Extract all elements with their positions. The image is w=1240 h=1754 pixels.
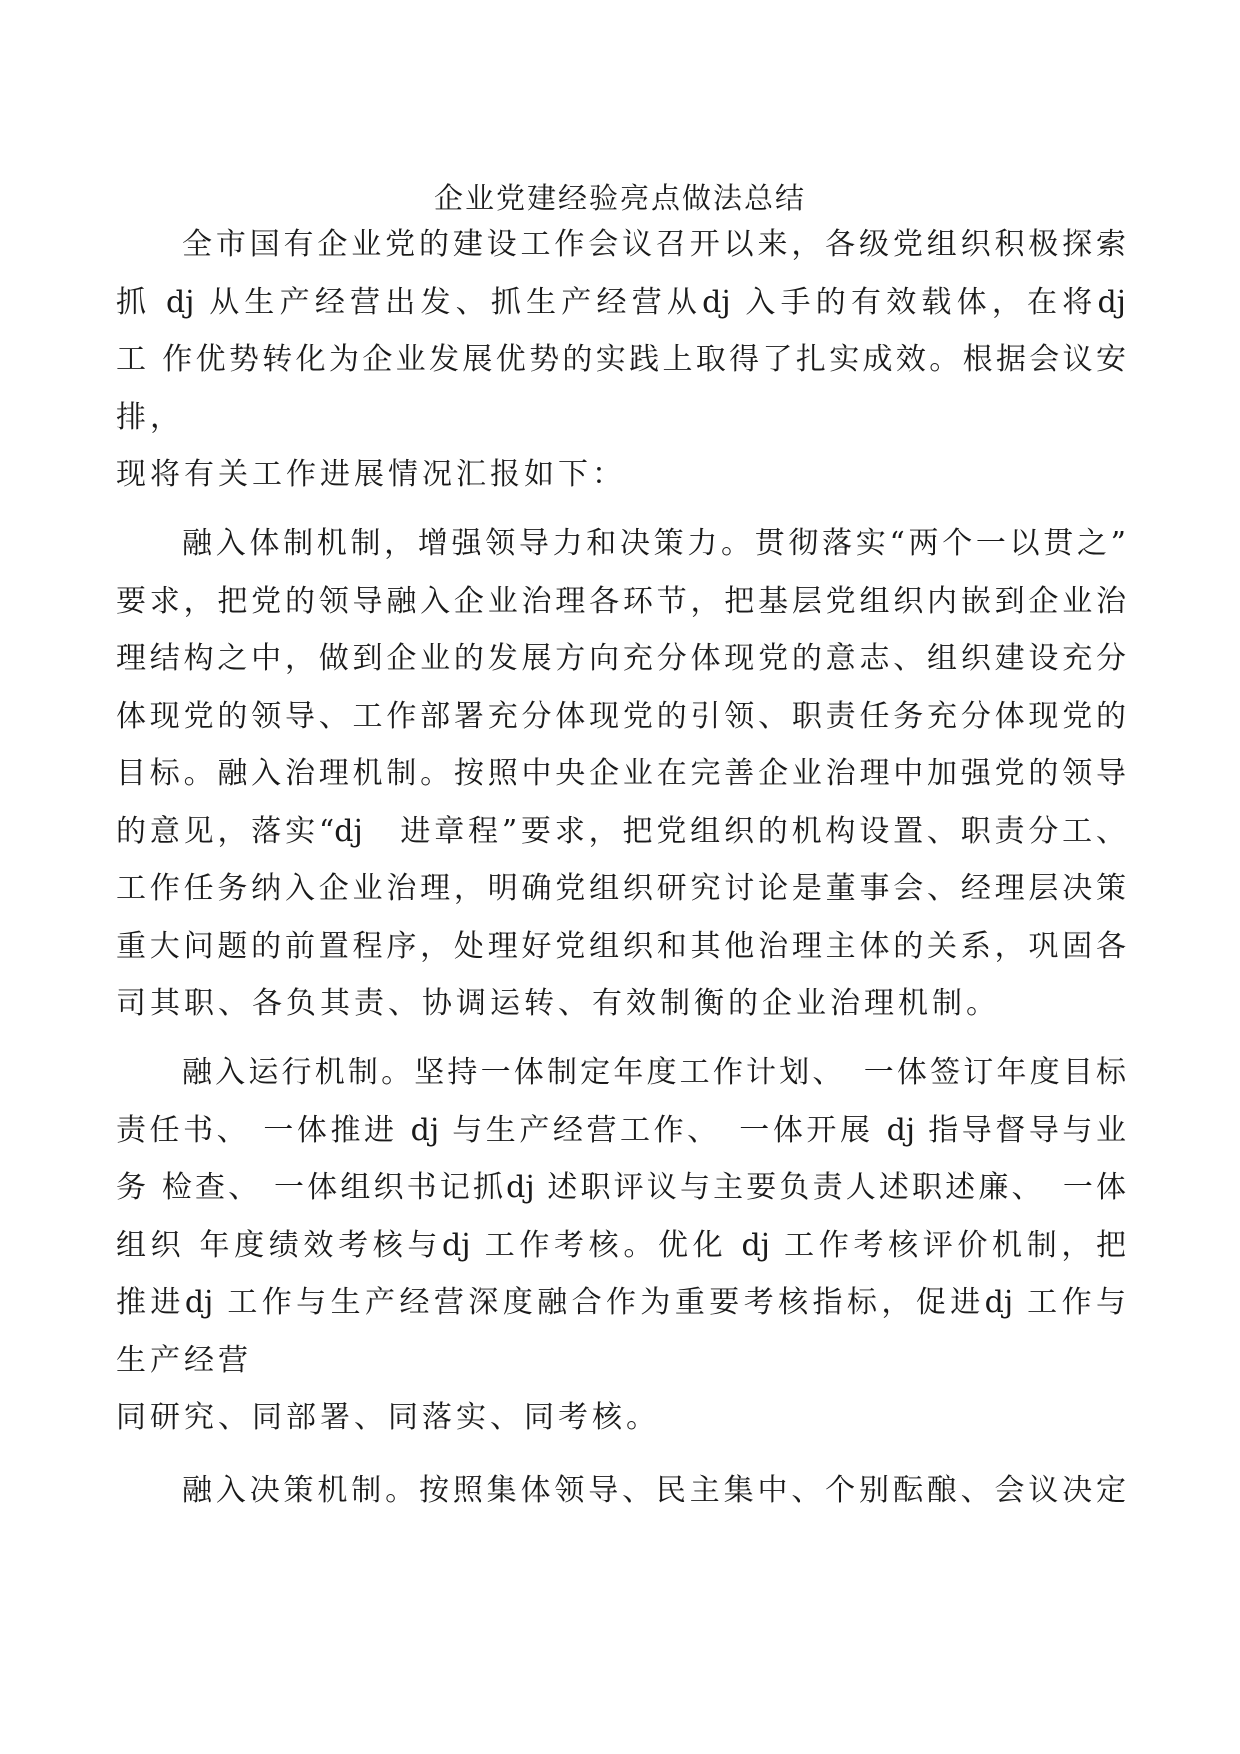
text-line: 融入体制机制，增强领导力和决策力。贯彻落实“两个一以贯之”: [182, 526, 1126, 561]
text-line: 同研究、同部署、同落实、同考核。: [116, 1400, 660, 1435]
text-line: 排，: [116, 399, 184, 435]
paragraph-intro: [116, 216, 1126, 504]
text-line: 体现党的领导、工作部署充分体现党的引领、职责任务充分体现党的: [116, 698, 1126, 734]
text-line: 融入运行机制。坚持一体制定年度工作计划、 一体签订年度目标: [182, 1055, 1126, 1090]
text-line: 融入决策机制。按照集体领导、民主集中、个别酝酿、会议决定: [182, 1473, 1126, 1508]
text-line: 理结构之中，做到企业的发展方向充分体现党的意志、组织建设充分: [116, 641, 1126, 676]
text-line: 重大问题的前置程序，处理好党组织和其他治理主体的关系，巩固各: [116, 928, 1126, 964]
text-line: 推进dj 工作与生产经营深度融合作为重要考核指标，促进dj 工作与: [116, 1285, 1126, 1320]
text-line: 目标。融入治理机制。按照中央企业在完善企业治理中加强党的领导: [116, 756, 1126, 791]
text-line: 现将有关工作进展情况汇报如下：: [116, 457, 626, 492]
text-line: 生产经营: [116, 1342, 252, 1378]
text-line: 责任书、 一体推进 dj 与生产经营工作、 一体开展 dj 指导督导与业: [116, 1112, 1126, 1148]
paragraph-institutional-mechanism: [116, 515, 1126, 1033]
text-line: 工作任务纳入企业治理，明确党组织研究讨论是董事会、经理层决策: [116, 871, 1126, 906]
text-line: 全市国有企业党的建设工作会议召开以来，各级党组织积极探索: [182, 227, 1126, 262]
text-line: 抓 dj 从生产经营出发、抓生产经营从dj 入手的有效载体，在将dj: [116, 284, 1126, 320]
text-line: 的意见，落实“dj 进章程”要求，把党组织的机构设置、职责分工、: [116, 813, 1126, 849]
text-line: 要求，把党的领导融入企业治理各环节，把基层党组织内嵌到企业治: [116, 583, 1126, 619]
text-line: 组织 年度绩效考核与dj 工作考核。优化 dj 工作考核评价机制，把: [116, 1227, 1126, 1263]
text-line: 司其职、各负其责、协调运转、有效制衡的企业治理机制。: [116, 986, 1000, 1021]
paragraph-operating-mechanism: [116, 1044, 1126, 1447]
text-line: 务 检查、 一体组织书记抓dj 述职评议与主要负责人述职述廉、 一体: [116, 1170, 1126, 1205]
document-title: 企业党建经验亮点做法总结: [433, 181, 806, 215]
text-line: 工 作优势转化为企业发展优势的实践上取得了扎实成效。根据会议安: [116, 342, 1126, 377]
paragraph-decision-mechanism: [116, 1462, 1126, 1520]
